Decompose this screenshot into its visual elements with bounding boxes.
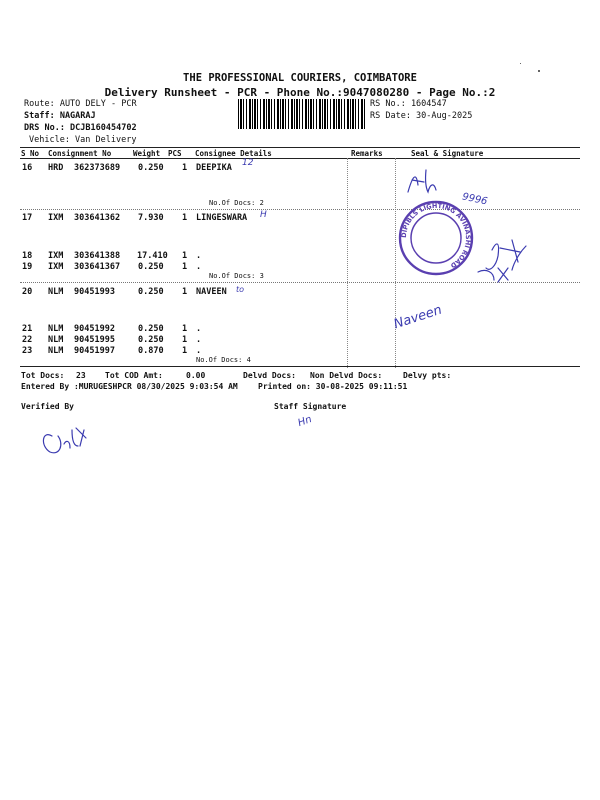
entered-by: Entered By :MURUGESHPCR 08/30/2025 9:03:54 AM (21, 382, 238, 391)
row-consignee: . (196, 335, 202, 345)
row-sno: 18 (22, 251, 33, 261)
doc-count: No.Of Docs: 2 (209, 199, 264, 207)
verified-signature (43, 428, 86, 453)
row-prefix: NLM (48, 335, 64, 345)
signature-17b (478, 268, 508, 282)
non-delvd-docs: Non Delvd Docs: (310, 371, 383, 380)
row-sno: 17 (22, 213, 33, 223)
signature-17 (486, 240, 526, 270)
row-consignee: . (196, 251, 202, 261)
row-consignee: LINGESWARA (196, 213, 248, 223)
row-pcs: 1 (182, 324, 188, 334)
company-title: THE PROFESSIONAL COURIERS, COIMBATORE (183, 72, 417, 84)
row-pcs: 1 (182, 262, 188, 272)
row-sno: 23 (22, 346, 33, 356)
row-consignment: 362373689 (74, 163, 121, 173)
row-sno: 19 (22, 262, 33, 272)
tot-cod-label: Tot COD Amt: (105, 371, 163, 380)
rs-date: RS Date: 30-Aug-2025 (370, 111, 473, 121)
printed-on: Printed on: 30-08-2025 09:11:51 (258, 382, 408, 391)
stamp-ring-text: DIPIBLS LIGHTING AVINASHI ROAD (399, 201, 473, 270)
runsheet-title: Delivery Runsheet - PCR - Phone No.:9047080280 - Page No.:2 (104, 86, 496, 99)
col-remarks: Remarks (351, 149, 383, 158)
handwritten-naveen: Naveen (392, 302, 444, 333)
handwritten-note-20: to (236, 285, 245, 294)
row-prefix: NLM (48, 287, 64, 297)
tot-docs-value: 23 (76, 371, 86, 380)
row-consignee: DEEPIKA (196, 163, 232, 173)
doc-count: No.Of Docs: 4 (196, 356, 251, 364)
row-prefix: HRD (48, 163, 64, 173)
row-weight: 17.410 (137, 251, 168, 261)
row-prefix: IXM (48, 213, 64, 223)
row-consignee: . (196, 346, 202, 356)
row-consignment: 303641362 (74, 213, 121, 223)
row-prefix: IXM (48, 262, 64, 272)
drs-number: DRS No.: DCJB160454702 (24, 123, 137, 133)
row-pcs: 1 (182, 346, 188, 356)
row-consignment: 90451995 (74, 335, 115, 345)
row-weight: 0.250 (138, 163, 164, 173)
row-weight: 7.930 (138, 213, 164, 223)
delvy-pts: Delvy pts: (403, 371, 452, 380)
row-sno: 20 (22, 287, 33, 297)
staff-signature-mark: Hn (296, 413, 314, 430)
col-sno: S No (21, 149, 40, 158)
row-weight: 0.250 (138, 335, 164, 345)
row-consignment: 90451992 (74, 324, 115, 334)
col-seal: Seal & Signature (411, 149, 484, 158)
row-sno: 22 (22, 335, 33, 345)
row-consignment: 303641388 (74, 251, 121, 261)
staff-signature-label: Staff Signature (274, 402, 347, 411)
row-consignment: 303641367 (74, 262, 121, 272)
col-weight: Weight (133, 149, 161, 158)
route-label: Route: AUTO DELY - PCR (24, 99, 137, 109)
row-consignee: . (196, 262, 202, 272)
signature-16 (408, 170, 436, 192)
row-pcs: 1 (182, 287, 188, 297)
row-consignee: NAVEEN (196, 287, 227, 297)
row-pcs: 1 (182, 163, 188, 173)
row-consignment: 90451997 (74, 346, 115, 356)
row-prefix: NLM (48, 324, 64, 334)
row-weight: 0.250 (138, 287, 164, 297)
row-prefix: IXM (48, 251, 64, 261)
row-consignment: 90451993 (74, 287, 115, 297)
handwritten-stamp-number: 9996 (461, 191, 489, 208)
doc-count: No.Of Docs: 3 (209, 272, 264, 280)
row-sno: 16 (22, 163, 33, 173)
row-weight: 0.250 (138, 262, 164, 272)
row-pcs: 1 (182, 213, 188, 223)
row-weight: 0.250 (138, 324, 164, 334)
tot-cod-value: 0.00 (186, 371, 206, 380)
col-consignee: Consignee Details (195, 149, 272, 158)
handwritten-note-16: 12 (242, 158, 254, 168)
handwritten-note-17: H (260, 210, 267, 220)
col-pcs: PCS (168, 149, 182, 158)
vehicle-label: Vehicle: Van Delivery (29, 135, 137, 145)
col-consignment: Consignment No (48, 149, 112, 158)
verified-by-label: Verified By (21, 402, 74, 411)
row-pcs: 1 (182, 251, 188, 261)
row-consignee: . (196, 324, 202, 334)
tot-docs-label: Tot Docs: (21, 371, 65, 380)
row-pcs: 1 (182, 335, 188, 345)
delvd-docs: Delvd Docs: (243, 371, 296, 380)
row-prefix: NLM (48, 346, 64, 356)
rs-number: RS No.: 1604547 (370, 99, 447, 109)
row-weight: 0.870 (138, 346, 164, 356)
row-sno: 21 (22, 324, 33, 334)
staff-label: Staff: NAGARAJ (24, 111, 96, 121)
